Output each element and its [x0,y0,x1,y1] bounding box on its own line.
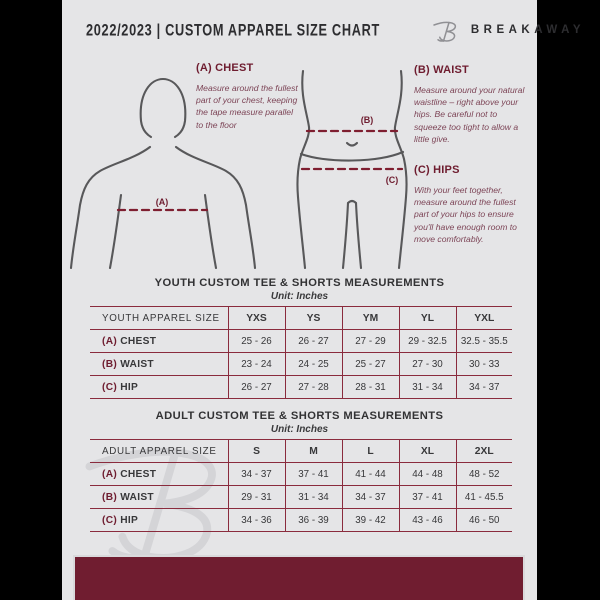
size-cell: 31 - 34 [399,376,456,399]
row-prefix: (C) [102,514,118,526]
brand-block [432,18,585,43]
size-cell: 30 - 33 [456,353,512,376]
waist-guide-text: Measure around your natural waistline – right above your hips. Be careful not to squeeze too tight to allow a little give. [414,85,525,144]
row-label: HIP [120,514,139,526]
size-cell: 44 - 48 [399,463,456,486]
adult-col-xl: XL [399,440,456,463]
table-row [90,330,512,353]
size-cell: 34 - 37 [228,463,285,486]
size-cell: 46 - 50 [456,509,512,532]
table-row [90,353,512,376]
brand-name: BREAKAWAY [470,24,586,36]
row-label: CHEST [120,468,157,480]
size-cell: 41 - 45.5 [456,486,512,509]
size-cell: 31 - 34 [285,486,342,509]
adult-size-table [90,439,512,532]
youth-size-column-header: YOUTH APPAREL SIZE [90,307,228,330]
table-row [90,463,512,486]
header [86,14,586,46]
row-prefix: (B) [102,358,118,370]
table-row [90,509,512,532]
youth-col-ys: YS [285,307,342,330]
adult-size-column-header: ADULT APPAREL SIZE [90,440,228,463]
size-cell: 32.5 - 35.5 [456,330,512,353]
hips-marker-label: (C) [385,175,399,185]
chest-marker-label: (A) [155,197,169,207]
youth-size-table [90,306,512,399]
youth-col-ym: YM [342,307,399,330]
waist-marker-label: (B) [360,115,374,125]
size-cell: 26 - 27 [228,376,285,399]
adult-header-row [90,440,512,463]
size-cell: 37 - 41 [399,486,456,509]
size-cell: 27 - 28 [285,376,342,399]
waist-guide-heading: (B) WAIST [414,64,469,76]
chest-guide-heading: (A) CHEST [196,62,254,74]
size-cell: 26 - 27 [285,330,342,353]
size-cell: 43 - 46 [399,509,456,532]
youth-section-title: YOUTH CUSTOM TEE & SHORTS MEASUREMENTS [154,277,445,289]
youth-waist-label [90,353,228,376]
youth-hip-label [90,376,228,399]
row-label: WAIST [120,358,154,370]
adult-col-s: S [228,440,285,463]
size-cell: 48 - 52 [456,463,512,486]
size-cell: 34 - 37 [456,376,512,399]
size-cell: 24 - 25 [285,353,342,376]
size-cell: 29 - 31 [228,486,285,509]
size-cell: 37 - 41 [285,463,342,486]
adult-col-2xl: 2XL [456,440,512,463]
row-prefix: (A) [102,468,118,480]
table-row [90,376,512,399]
adult-hip-label [90,509,228,532]
adult-waist-label [90,486,228,509]
row-prefix: (C) [102,381,118,393]
row-label: HIP [120,381,139,393]
youth-col-yl: YL [399,307,456,330]
youth-col-yxs: YXS [228,307,285,330]
hips-guide-text: With your feet together, measure around the fullest part of your hips to ensure you'll have enough room to move comfortably. [414,185,517,244]
adult-unit-label: Unit: Inches [270,424,329,435]
adult-chest-label [90,463,228,486]
adult-section-title: ADULT CUSTOM TEE & SHORTS MEASUREMENTS [155,410,444,422]
row-label: CHEST [120,335,157,347]
table-row [90,486,512,509]
footer-bar [73,555,525,600]
page-title: 2022/2023 | CUSTOM APPAREL SIZE CHART [86,20,380,40]
row-prefix: (A) [102,335,118,347]
adult-col-l: L [342,440,399,463]
size-cell: 34 - 36 [228,509,285,532]
chart-sheet [62,0,586,600]
size-cell: 36 - 39 [285,509,342,532]
chest-guide-text: Measure around the fullest part of your chest, keeping the tape measure parallel to the floor [196,83,298,130]
size-cell: 23 - 24 [228,353,285,376]
size-cell: 41 - 44 [342,463,399,486]
size-cell: 34 - 37 [342,486,399,509]
youth-chest-label [90,330,228,353]
hips-guide-heading: (C) HIPS [414,164,460,176]
size-cell: 28 - 31 [342,376,399,399]
youth-unit-label: Unit: Inches [270,291,329,302]
row-label: WAIST [120,491,154,503]
size-cell: 25 - 27 [342,353,399,376]
size-cell: 29 - 32.5 [399,330,456,353]
size-cell: 27 - 29 [342,330,399,353]
size-cell: 39 - 42 [342,509,399,532]
size-cell: 27 - 30 [399,353,456,376]
size-cell: 25 - 26 [228,330,285,353]
youth-header-row [90,307,512,330]
youth-col-yxl: YXL [456,307,512,330]
adult-col-m: M [285,440,342,463]
breakaway-logo-icon [432,18,462,43]
row-prefix: (B) [102,491,118,503]
